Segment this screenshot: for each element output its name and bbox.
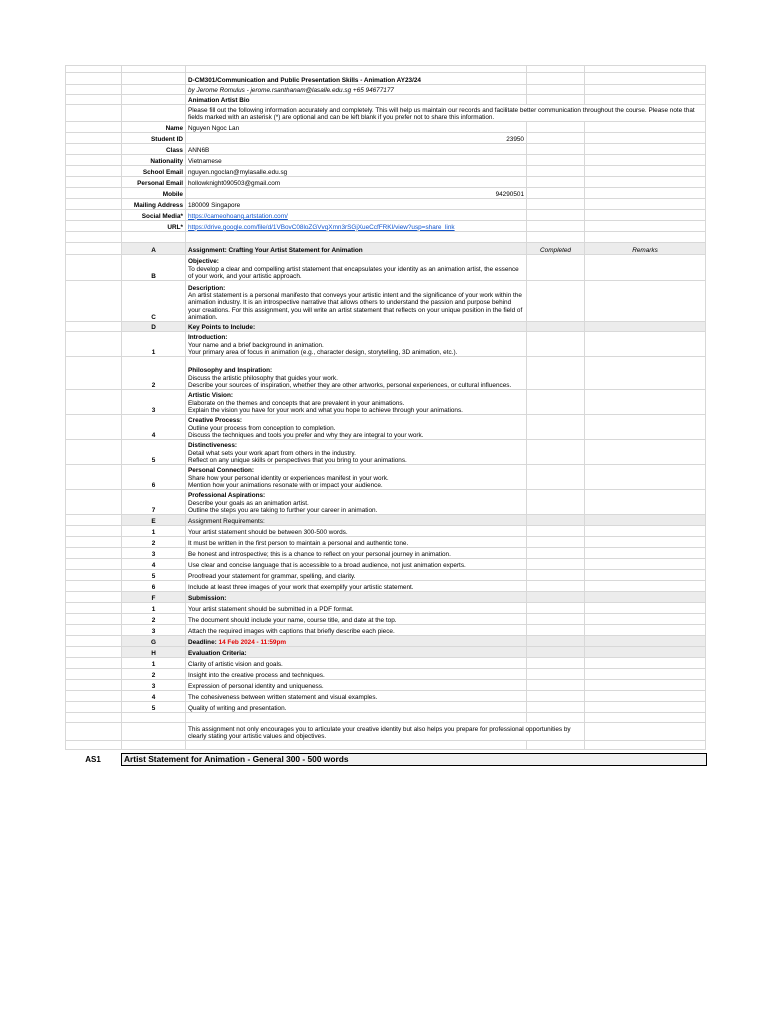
remarks-cell[interactable] [585,548,706,559]
url-link[interactable]: https://drive.google.com/file/d/1VBovC08loZGVvqXmn3rSGjXueCcfFRKI/view?usp=share_link [186,221,527,232]
as1-code: AS1 [85,755,101,764]
deadline-label: Deadline: [188,638,217,646]
url-label: URL* [122,221,186,232]
submission-text: The document should include your name, course title, and date at the top. [186,614,527,625]
remarks-cell[interactable] [585,415,706,440]
nationality-label: Nationality [122,155,186,166]
closing-note: This assignment not only encourages you to articulate your creative identity but also helps you prepare for professional opportunities by clearly stating your artistic values and objectives. [186,723,585,741]
submission-index: 2 [122,614,186,625]
section-g-index: G [122,636,186,647]
completed-cell[interactable] [527,559,585,570]
personal-email-value[interactable]: hollowknight090503@gmail.com [186,177,527,188]
key-point [186,415,527,440]
sheet-grid [65,65,706,750]
remarks-cell[interactable] [585,691,706,702]
criterion-index: 2 [122,669,186,680]
key-points-heading: Key Points to Include: [186,322,527,332]
key-point-line: Reflect on any unique skills or perspectives that you bring to your animations. [188,456,407,464]
remarks-header: Remarks [585,243,706,255]
criterion-index: 4 [122,691,186,702]
remarks-cell[interactable] [585,390,706,415]
completed-cell[interactable] [527,490,585,515]
remarks-cell[interactable] [585,625,706,636]
section-c-index: C [122,281,186,322]
mailing-address-label: Mailing Address [122,199,186,210]
requirement-text: Use clear and concise language that is accessible to a broad audience, not just animation experts. [186,559,527,570]
completed-cell[interactable] [527,570,585,581]
remarks-cell[interactable] [585,570,706,581]
remarks-cell[interactable] [585,702,706,713]
key-point-line: Detail what sets your work apart from others in the industry. [188,449,356,457]
key-point [186,357,527,390]
section-h-index: H [122,647,186,658]
completed-header: Completed [527,243,585,255]
completed-cell[interactable] [527,669,585,680]
remarks-cell[interactable] [585,255,706,281]
requirement-text: It must be written in the first person to maintain a personal and authentic tone. [186,537,527,548]
byline: by Jerome Romulus - jerome.rsanthanam@lasalle.edu.sg +65 94677177 [186,85,527,95]
criterion-index: 3 [122,680,186,691]
mailing-address-value[interactable]: 180009 Singapore [186,199,527,210]
section-a-index: A [122,243,186,255]
section-b-index: B [122,255,186,281]
as1-row [65,753,705,766]
completed-cell[interactable] [527,332,585,357]
name-value[interactable]: Nguyen Ngoc Lan [186,122,527,133]
nationality-value[interactable]: Vietnamese [186,155,527,166]
submission-index: 3 [122,625,186,636]
completed-cell[interactable] [527,537,585,548]
completed-cell[interactable] [527,390,585,415]
name-label: Name [122,122,186,133]
key-point-line: Outline your process from conception to completion. [188,424,336,432]
completed-cell[interactable] [527,581,585,592]
section-e-index: E [122,515,186,526]
completed-cell[interactable] [527,526,585,537]
criterion-text: Quality of writing and presentation. [186,702,527,713]
completed-cell[interactable] [527,691,585,702]
key-point-line: Describe your sources of inspiration, whether they are other artworks, personal experiences, or cultural influences. [188,381,512,389]
key-point-heading: Creative Process: [188,417,242,425]
mobile-label: Mobile [122,188,186,199]
completed-cell[interactable] [527,603,585,614]
remarks-cell[interactable] [585,658,706,669]
criterion-text: The cohesiveness between written statement and visual examples. [186,691,527,702]
remarks-cell[interactable] [585,614,706,625]
submission-text: Your artist statement should be submitted in a PDF format. [186,603,527,614]
remarks-cell[interactable] [585,603,706,614]
completed-cell[interactable] [527,281,585,322]
completed-cell[interactable] [527,702,585,713]
completed-cell[interactable] [527,440,585,465]
section-f-index: F [122,592,186,603]
document-title: D-CM301/Communication and Public Presentation Skills - Animation AY23/24 [186,73,527,85]
key-point-line: Explain the vision you have for your work and what you hope to achieve through your animations. [188,406,463,414]
student-id-label: Student ID [122,133,186,144]
completed-cell[interactable] [527,680,585,691]
objective-heading: Objective: [188,258,219,266]
key-point-index: 5 [122,440,186,465]
key-point-heading: Personal Connection: [188,467,255,475]
social-media-link[interactable]: https://cameohoang.artstation.com/ [186,210,527,221]
key-point-index: 1 [122,332,186,357]
evaluation-heading: Evaluation Criteria: [186,647,527,658]
key-point [186,390,527,415]
remarks-cell[interactable] [585,680,706,691]
deadline-cell [186,636,527,647]
completed-cell[interactable] [527,614,585,625]
completed-cell[interactable] [527,465,585,490]
key-point-line: Share how your personal identity or experiences manifest in your work. [188,474,389,482]
key-point [186,490,527,515]
requirement-text: Your artist statement should be between 300-500 words. [186,526,527,537]
key-point-heading: Professional Aspirations: [188,492,266,500]
description-text: An artist statement is a personal manifesto that conveys your artistic intent and the significance of your work within the animation industry. It is an introspective narrative that allows others to understand the passion and purpose behind your creations. For this assignment, you will write an artist statement that reflects on your unique position in the field of animation. [188,292,523,321]
social-media-label: Social Media* [122,210,186,221]
key-point-index: 6 [122,465,186,490]
criterion-text: Insight into the creative process and techniques. [186,669,527,680]
key-point-line: Your primary area of focus in animation (e.g., character design, storytelling, 3D animation, etc.). [188,348,458,356]
requirement-index: 3 [122,548,186,559]
spreadsheet [65,65,705,750]
student-id-value[interactable]: 23950 [186,133,527,144]
key-point-index: 7 [122,490,186,515]
remarks-cell[interactable] [585,581,706,592]
key-point-line: Describe your goals as an animation artist. [188,499,309,507]
completed-cell[interactable] [527,548,585,559]
mobile-value[interactable]: 94290501 [186,188,527,199]
bio-title: Animation Artist Bio [186,95,527,105]
requirement-text: Proofread your statement for grammar, spelling, and clarity. [186,570,527,581]
submission-text: Attach the required images with captions that briefly describe each piece. [186,625,527,636]
deadline-value: 14 Feb 2024 - 11:59pm [218,638,287,646]
description-cell [186,281,527,322]
school-email-value[interactable]: nguyen.ngoclan@mylasalle.edu.sg [186,166,527,177]
key-point-heading: Introduction: [188,334,228,342]
criterion-text: Expression of personal identity and uniqueness. [186,680,527,691]
submission-index: 1 [122,603,186,614]
criterion-text: Clarity of artistic vision and goals. [186,658,527,669]
key-point-line: Discuss the artistic philosophy that guides your work. [188,374,338,382]
remarks-cell[interactable] [585,559,706,570]
remarks-cell[interactable] [585,332,706,357]
requirement-index: 4 [122,559,186,570]
remarks-cell[interactable] [585,357,706,390]
class-label: Class [122,144,186,155]
key-point-line: Mention how your animations resonate with or impact your audience. [188,481,383,489]
key-point-line: Discuss the techniques and tools you prefer and why they are integral to your work. [188,431,424,439]
key-point [186,440,527,465]
class-value[interactable]: ANN6B [186,144,527,155]
key-point [186,332,527,357]
objective-text: To develop a clear and compelling artist statement that encapsulates your identity as an animation artist, the essence of your work, and your artistic approach. [188,265,519,280]
key-point-heading: Philosophy and Inspiration: [188,367,273,375]
key-point-line: Outline the steps you are taking to further your career in animation. [188,506,378,514]
remarks-cell[interactable] [585,669,706,680]
requirement-text: Be honest and introspective; this is a chance to reflect on your personal journey in animation. [186,548,527,559]
requirement-index: 1 [122,526,186,537]
key-point-index: 4 [122,415,186,440]
remarks-cell[interactable] [585,465,706,490]
bio-note: Please fill out the following information accurately and completely. This will help us maintain our records and facilitate better communication throughout the course. Please note that fields marked with an asterisk (*) are optional and can be left blank if you prefer not to share this information. [186,105,706,122]
remarks-cell[interactable] [585,281,706,322]
assignment-title: Assignment: Crafting Your Artist Statement for Animation [186,243,527,255]
description-heading: Description: [188,284,226,292]
completed-cell[interactable] [527,357,585,390]
as1-title[interactable]: Artist Statement for Animation - General 300 - 500 words [121,753,707,766]
key-point-line: Your name and a brief background in animation. [188,341,324,349]
criterion-index: 5 [122,702,186,713]
requirement-index: 5 [122,570,186,581]
completed-cell[interactable] [527,625,585,636]
requirement-text: Include at least three images of your work that exemplify your artistic statement. [186,581,527,592]
key-point-index: 2 [122,357,186,390]
remarks-cell[interactable] [585,526,706,537]
requirement-index: 2 [122,537,186,548]
remarks-cell[interactable] [585,440,706,465]
objective-cell [186,255,527,281]
section-d-index: D [122,322,186,332]
key-point-heading: Artistic Vision: [188,392,233,400]
remarks-cell[interactable] [585,490,706,515]
school-email-label: School Email [122,166,186,177]
remarks-cell[interactable] [585,537,706,548]
key-point-line: Elaborate on the themes and concepts that are prevalent in your animations. [188,399,405,407]
personal-email-label: Personal Email [122,177,186,188]
completed-cell[interactable] [527,255,585,281]
criterion-index: 1 [122,658,186,669]
submission-heading: Submission: [186,592,527,603]
key-point [186,465,527,490]
key-point-index: 3 [122,390,186,415]
completed-cell[interactable] [527,658,585,669]
requirement-index: 6 [122,581,186,592]
requirements-heading: Assignment Requirements: [186,515,527,526]
completed-cell[interactable] [527,415,585,440]
key-point-heading: Distinctiveness: [188,442,238,450]
